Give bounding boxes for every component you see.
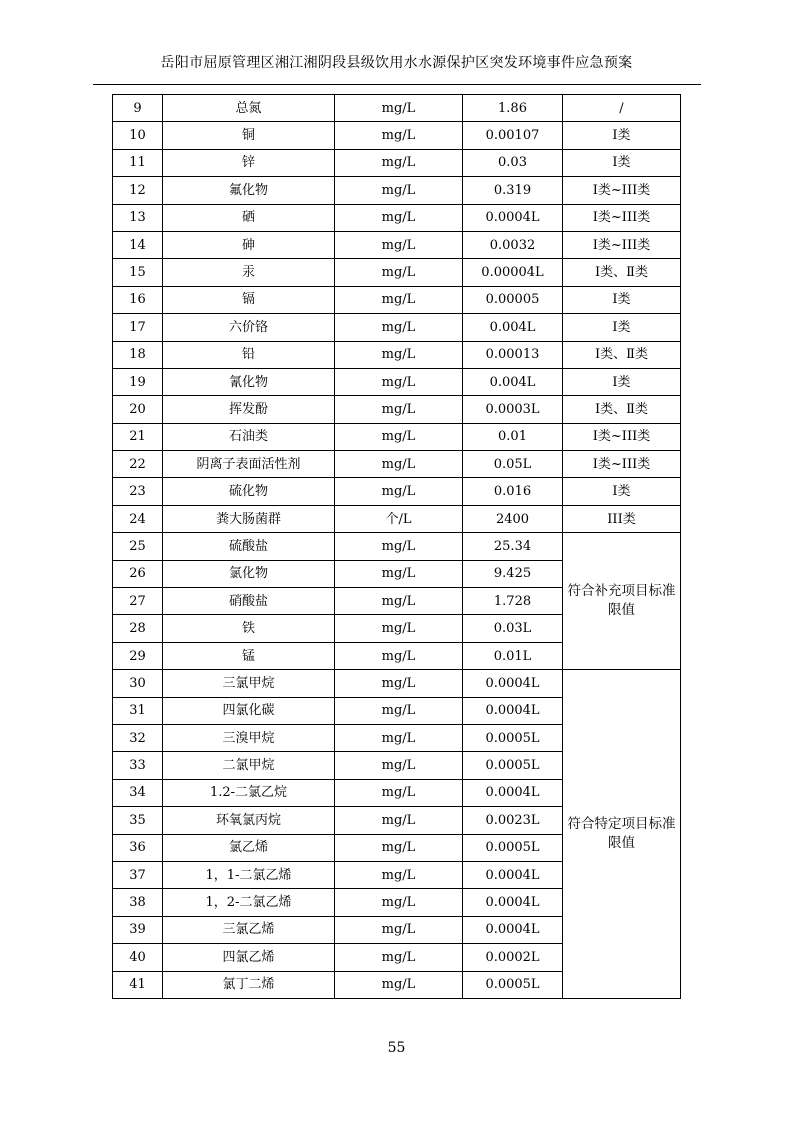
measured-value: 0.0004L: [463, 697, 563, 724]
row-number: 37: [113, 861, 163, 888]
quality-grade: Ⅰ类、Ⅱ类: [563, 396, 681, 423]
unit: mg/L: [335, 861, 463, 888]
page-header: 岳阳市屈原管理区湘江湘阴段县级饮用水水源保护区突发环境事件应急预案: [160, 55, 633, 71]
unit: mg/L: [335, 779, 463, 806]
table-row: [113, 95, 681, 122]
quality-grade: /: [563, 95, 681, 122]
quality-grade: Ⅰ类~III类: [563, 177, 681, 204]
item-name: 铜: [163, 122, 335, 149]
row-number: 41: [113, 971, 163, 998]
unit: 个/L: [335, 505, 463, 532]
measured-value: 0.05L: [463, 451, 563, 478]
table-row: [113, 286, 681, 313]
unit: mg/L: [335, 971, 463, 998]
row-number: 36: [113, 834, 163, 861]
item-name: 1，2-二氯乙烯: [163, 889, 335, 916]
item-name: 氟化物: [163, 177, 335, 204]
item-name: 粪大肠菌群: [163, 505, 335, 532]
unit: mg/L: [335, 834, 463, 861]
measured-value: 0.004L: [463, 368, 563, 395]
unit: mg/L: [335, 259, 463, 286]
row-number: 38: [113, 889, 163, 916]
group-quality-grade: 符合补充项目标准限值: [563, 533, 681, 670]
item-name: 三氯甲烷: [163, 670, 335, 697]
row-number: 30: [113, 670, 163, 697]
quality-grade: Ⅰ类~III类: [563, 231, 681, 258]
measured-value: 9.425: [463, 560, 563, 587]
table-row: [113, 314, 681, 341]
item-name: 三溴甲烷: [163, 724, 335, 751]
row-number: 31: [113, 697, 163, 724]
measured-value: 0.0004L: [463, 916, 563, 943]
table-row: [113, 670, 681, 697]
table-row: [113, 149, 681, 176]
measured-value: 0.0023L: [463, 807, 563, 834]
row-number: 20: [113, 396, 163, 423]
item-name: 挥发酚: [163, 396, 335, 423]
item-name: 铅: [163, 341, 335, 368]
row-number: 40: [113, 944, 163, 971]
group-quality-grade: 符合特定项目标准限值: [563, 670, 681, 999]
unit: mg/L: [335, 615, 463, 642]
item-name: 氯乙烯: [163, 834, 335, 861]
measured-value: 0.0005L: [463, 752, 563, 779]
measured-value: 25.34: [463, 533, 563, 560]
unit: mg/L: [335, 396, 463, 423]
measured-value: 0.01L: [463, 642, 563, 669]
row-number: 26: [113, 560, 163, 587]
quality-grade: Ⅰ类、Ⅱ类: [563, 259, 681, 286]
quality-grade: Ⅰ类: [563, 478, 681, 505]
quality-grade: III类: [563, 505, 681, 532]
table-row: [113, 505, 681, 532]
unit: mg/L: [335, 533, 463, 560]
row-number: 14: [113, 231, 163, 258]
unit: mg/L: [335, 177, 463, 204]
measured-value: 0.0004L: [463, 861, 563, 888]
item-name: 硒: [163, 204, 335, 231]
table-row: [113, 122, 681, 149]
item-name: 氯丁二烯: [163, 971, 335, 998]
item-name: 硫化物: [163, 478, 335, 505]
quality-grade: Ⅰ类: [563, 368, 681, 395]
measured-value: 0.0004L: [463, 204, 563, 231]
measured-value: 0.016: [463, 478, 563, 505]
item-name: 四氯乙烯: [163, 944, 335, 971]
unit: mg/L: [335, 588, 463, 615]
measured-value: 2400: [463, 505, 563, 532]
unit: mg/L: [335, 341, 463, 368]
quality-grade: Ⅰ类: [563, 286, 681, 313]
unit: mg/L: [335, 944, 463, 971]
item-name: 镉: [163, 286, 335, 313]
measured-value: 0.0005L: [463, 834, 563, 861]
unit: mg/L: [335, 122, 463, 149]
item-name: 1.2-二氯乙烷: [163, 779, 335, 806]
item-name: 二氯甲烷: [163, 752, 335, 779]
table-row: [113, 204, 681, 231]
item-name: 环氧氯丙烷: [163, 807, 335, 834]
quality-grade: Ⅰ类~III类: [563, 423, 681, 450]
item-name: 硝酸盐: [163, 588, 335, 615]
unit: mg/L: [335, 231, 463, 258]
item-name: 阴离子表面活性剂: [163, 451, 335, 478]
table-row: [113, 231, 681, 258]
unit: mg/L: [335, 724, 463, 751]
item-name: 锰: [163, 642, 335, 669]
unit: mg/L: [335, 204, 463, 231]
row-number: 16: [113, 286, 163, 313]
item-name: 氰化物: [163, 368, 335, 395]
quality-grade: Ⅰ类~III类: [563, 451, 681, 478]
row-number: 10: [113, 122, 163, 149]
quality-grade: Ⅰ类: [563, 122, 681, 149]
table-row: [113, 533, 681, 560]
item-name: 砷: [163, 231, 335, 258]
row-number: 39: [113, 916, 163, 943]
item-name: 铁: [163, 615, 335, 642]
item-name: 锌: [163, 149, 335, 176]
row-number: 24: [113, 505, 163, 532]
row-number: 9: [113, 95, 163, 122]
page-number: 55: [387, 1040, 406, 1056]
water-quality-table: [112, 94, 681, 999]
row-number: 32: [113, 724, 163, 751]
row-number: 21: [113, 423, 163, 450]
row-number: 17: [113, 314, 163, 341]
quality-grade: Ⅰ类: [563, 314, 681, 341]
row-number: 23: [113, 478, 163, 505]
measured-value: 1.86: [463, 95, 563, 122]
measured-value: 0.03L: [463, 615, 563, 642]
unit: mg/L: [335, 560, 463, 587]
item-name: 汞: [163, 259, 335, 286]
item-name: 1，1-二氯乙烯: [163, 861, 335, 888]
table-row: [113, 396, 681, 423]
unit: mg/L: [335, 423, 463, 450]
measured-value: 0.0003L: [463, 396, 563, 423]
item-name: 氯化物: [163, 560, 335, 587]
unit: mg/L: [335, 916, 463, 943]
row-number: 22: [113, 451, 163, 478]
unit: mg/L: [335, 149, 463, 176]
item-name: 总氮: [163, 95, 335, 122]
measured-value: 0.03: [463, 149, 563, 176]
item-name: 四氯化碳: [163, 697, 335, 724]
unit: mg/L: [335, 889, 463, 916]
unit: mg/L: [335, 95, 463, 122]
row-number: 19: [113, 368, 163, 395]
unit: mg/L: [335, 478, 463, 505]
table-row: [113, 451, 681, 478]
measured-value: 0.0002L: [463, 944, 563, 971]
measured-value: 0.0004L: [463, 670, 563, 697]
row-number: 27: [113, 588, 163, 615]
measured-value: 0.0032: [463, 231, 563, 258]
row-number: 18: [113, 341, 163, 368]
row-number: 35: [113, 807, 163, 834]
item-name: 硫酸盐: [163, 533, 335, 560]
item-name: 三氯乙烯: [163, 916, 335, 943]
measured-value: 0.0004L: [463, 779, 563, 806]
unit: mg/L: [335, 451, 463, 478]
unit: mg/L: [335, 314, 463, 341]
row-number: 34: [113, 779, 163, 806]
table-row: [113, 177, 681, 204]
measured-value: 1.728: [463, 588, 563, 615]
table-row: [113, 341, 681, 368]
unit: mg/L: [335, 807, 463, 834]
measured-value: 0.00013: [463, 341, 563, 368]
quality-grade: Ⅰ类~III类: [563, 204, 681, 231]
measured-value: 0.0005L: [463, 971, 563, 998]
item-name: 石油类: [163, 423, 335, 450]
quality-grade: Ⅰ类: [563, 149, 681, 176]
item-name: 六价铬: [163, 314, 335, 341]
row-number: 15: [113, 259, 163, 286]
unit: mg/L: [335, 752, 463, 779]
row-number: 29: [113, 642, 163, 669]
row-number: 13: [113, 204, 163, 231]
table-row: [113, 423, 681, 450]
measured-value: 0.0004L: [463, 889, 563, 916]
unit: mg/L: [335, 368, 463, 395]
row-number: 11: [113, 149, 163, 176]
table-row: [113, 368, 681, 395]
measured-value: 0.0005L: [463, 724, 563, 751]
unit: mg/L: [335, 697, 463, 724]
measured-value: 0.00107: [463, 122, 563, 149]
table-row: [113, 478, 681, 505]
quality-grade: Ⅰ类、Ⅱ类: [563, 341, 681, 368]
header-rule: [93, 84, 701, 85]
row-number: 12: [113, 177, 163, 204]
unit: mg/L: [335, 670, 463, 697]
row-number: 33: [113, 752, 163, 779]
measured-value: 0.004L: [463, 314, 563, 341]
measured-value: 0.319: [463, 177, 563, 204]
unit: mg/L: [335, 642, 463, 669]
table-row: [113, 259, 681, 286]
unit: mg/L: [335, 286, 463, 313]
row-number: 28: [113, 615, 163, 642]
measured-value: 0.00005: [463, 286, 563, 313]
measured-value: 0.00004L: [463, 259, 563, 286]
measured-value: 0.01: [463, 423, 563, 450]
row-number: 25: [113, 533, 163, 560]
